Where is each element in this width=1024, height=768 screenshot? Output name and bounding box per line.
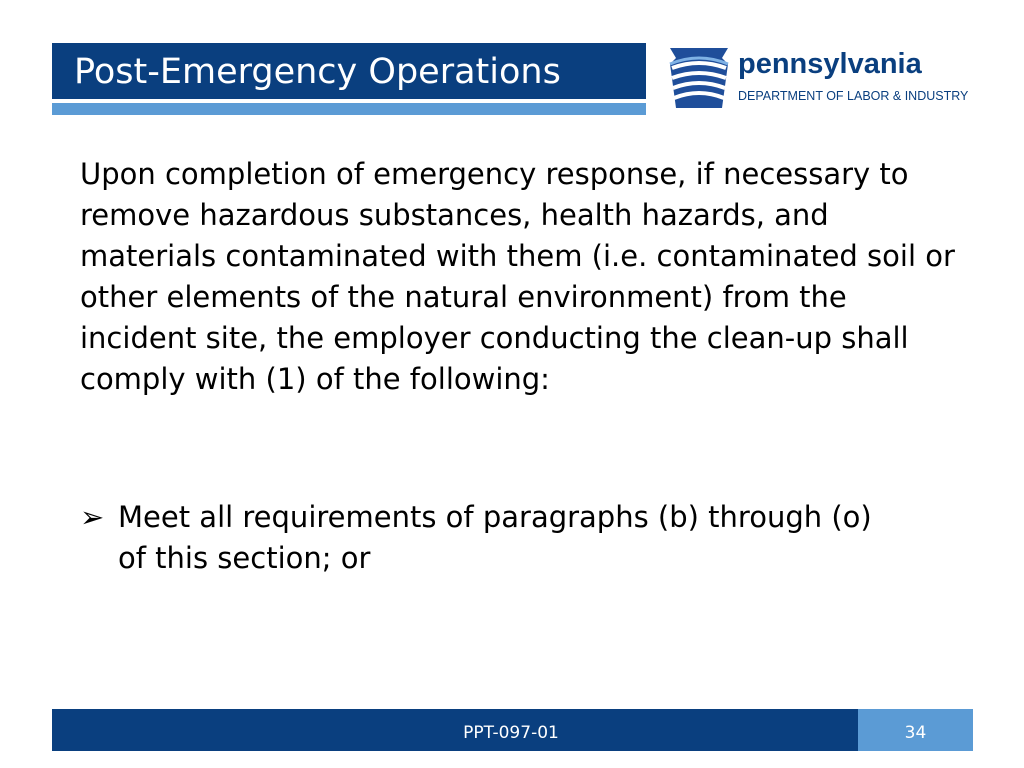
bullet-item bbox=[80, 497, 940, 579]
page-number: 34 bbox=[858, 709, 973, 751]
body-paragraph: Upon completion of emergency response, if necessary to remove hazardous substances, health hazards, and materials contaminated with them (i.e. contaminated soil or other elements of the natural environment) from the incident site, the employer conducting the clean-up shall comply with (1) of the following: bbox=[80, 157, 955, 396]
slide-title: Post-Emergency Operations bbox=[74, 52, 561, 92]
footer-code: PPT-097-01 bbox=[463, 723, 559, 743]
arrow-bullet-icon: ➢ bbox=[80, 500, 105, 534]
title-underline bbox=[52, 103, 646, 115]
logo-department: DEPARTMENT OF LABOR & INDUSTRY bbox=[738, 89, 969, 103]
bullet-text: Meet all requirements of paragraphs (b) through (o) of this section; or bbox=[118, 500, 872, 575]
title-bar bbox=[52, 43, 646, 99]
logo-name: pennsylvania bbox=[738, 48, 922, 80]
pennsylvania-logo bbox=[664, 44, 984, 114]
footer-bar bbox=[52, 709, 858, 751]
keystone-logo-icon bbox=[664, 44, 734, 110]
